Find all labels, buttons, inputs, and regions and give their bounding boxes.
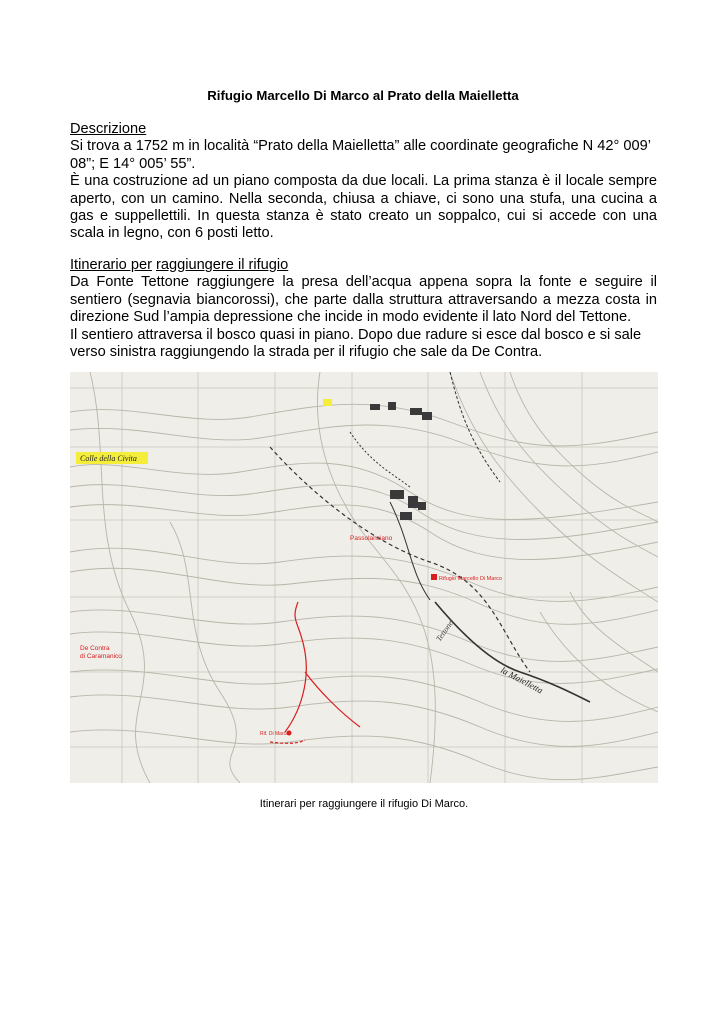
rifugio-marker — [431, 574, 437, 580]
maielletta-label: la Maielletta — [499, 664, 545, 696]
rif-small-label: Rif. Di Marco — [260, 731, 289, 737]
itinerary-heading — [70, 257, 657, 274]
passo-label: Passolanciano — [350, 535, 393, 542]
rifugio-label: Rifugio Marcello Di Marco — [439, 576, 502, 582]
description-paragraph-1: Si trova a 1752 m in località “Prato della Maielletta” alle coordinate geografiche N 42° 009’ 08”; E 14° 005’ 55”. — [70, 138, 651, 172]
itinerary-paragraph-1: Da Fonte Tettone raggiungere la presa dell’acqua appena sopra la fonte e seguire il sentiero (segnavia biancorossi), che parte dalla struttura attraversando a mezza costa in direzione Sud l’ampia depressione che incide in modo evidente il lato Nord del Tettone. — [70, 274, 657, 326]
de-contra-label-1: De Contra — [80, 645, 110, 652]
itinerary-heading-part2: raggiungere il rifugio — [156, 257, 289, 273]
description-paragraph-2: È una costruzione ad un piano composta da due locali. La prima stanza è il locale sempre aperto, con un camino. Nella seconda, chiusa a chiave, ci sono una stufa, una cucina a gas e suppellettili. In questa stanza è stato creato un soppalco, cui si accede con una scala in legno, con 6 posti letto. — [70, 173, 657, 242]
description-heading: Descrizione — [70, 121, 147, 137]
de-contra-label-2: di Caramanico — [80, 653, 122, 660]
map-caption: Itinerari per raggiungere il rifugio Di Marco. — [259, 798, 469, 810]
itinerary-section — [70, 257, 657, 361]
itinerary-heading-part1: Itinerario per — [70, 257, 152, 273]
tettone-label: Tettone — [434, 618, 455, 644]
description-section — [70, 121, 657, 243]
topographic-map — [70, 372, 658, 783]
marker-highlight — [323, 399, 332, 406]
colle-label: Colle della Civita — [80, 454, 137, 463]
page-title: Rifugio Marcello Di Marco al Prato della Maielletta — [207, 88, 519, 103]
map-drawing — [70, 372, 658, 783]
itinerary-paragraph-2: Il sentiero attraversa il bosco quasi in piano. Dopo due radure si esce dal bosco e si sale verso sinistra raggiungendo la strada per il rifugio che sale da De Contra. — [70, 326, 642, 361]
